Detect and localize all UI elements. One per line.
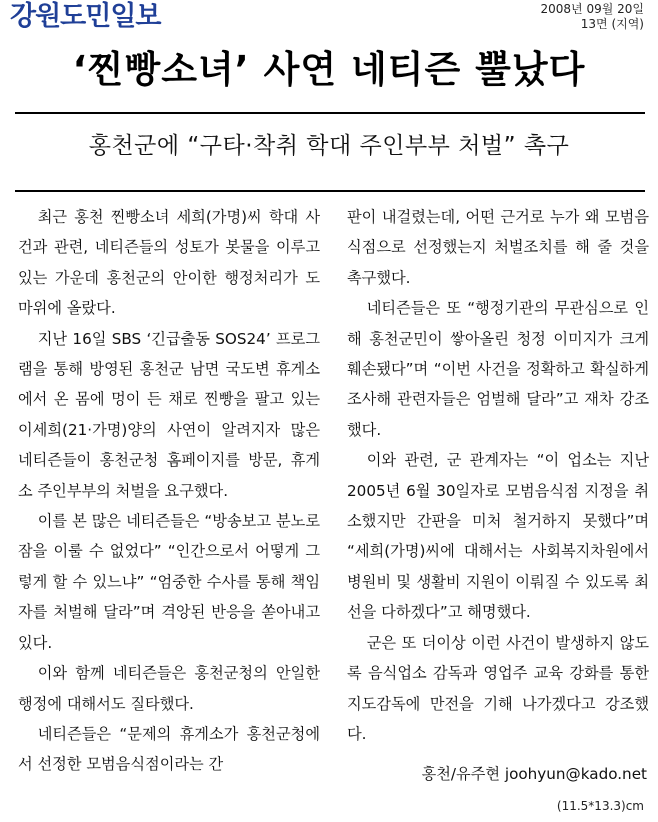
paragraph: 이를 본 많은 네티즌들은 “방송보고 분노로 잠을 이룰 수 없었다” “인간으로서 어떻게 그렇게 할 수 있느냐” “엄중한 수사를 통해 책임자를 처벌해 달라”며 격앙된 반응을 쏟아내고 있다.	[18, 512, 320, 652]
paragraph: 네티즌들은 “문제의 휴게소가 홍천군청에서 선정한 모범음식점이라는 간	[18, 724, 320, 774]
paragraph: 군은 또 더이상 이런 사건이 발생하지 않도록 음식업소 감독과 영업주 교육 강화를 통한 지도감독에 만전을 기해 나가겠다고 강조했다.	[347, 633, 649, 743]
article-column-right	[347, 202, 649, 749]
paragraph: 지난 16일 SBS ‘긴급출동 SOS24’ 프로그램을 통해 방영된 홍천군 남면 국도변 휴게소에서 온 몸에 멍이 든 채로 찐빵을 팔고 있는 이세희(21·가명)양의 사연이 알려지자 많은 네티즌들이 홍천군청 홈페이지를 방문, 휴게소 주인부부의 처벌을 요구했다.	[18, 329, 320, 500]
clipping-size: (11.5*13.3)cm	[556, 799, 644, 813]
divider-bottom	[15, 190, 645, 192]
headline: ‘찐빵소녀’ 사연 네티즌 뿔났다	[72, 48, 586, 91]
masthead	[0, 0, 658, 40]
paragraph: 이와 함께 네티즌들은 홍천군청의 안일한 행정에 대해서도 질타했다.	[18, 664, 320, 713]
paragraph: 네티즌들은 또 “행정기관의 무관심으로 인해 홍천군민이 쌓아올린 청정 이미지가 크게 훼손됐다”며 “이번 사건을 정확하고 확실하게 조사해 관련자들은 엄벌해 달라”고 재차 강조했다.	[347, 299, 649, 439]
divider-top	[15, 112, 645, 114]
byline: 홍천/유주현 joohyun@kado.net	[421, 765, 647, 783]
paragraph-continued: 판이 내걸렸는데, 어떤 근거로 누가 왜 모범음식점으로 선정했는지 처벌조치를 해 줄 것을 촉구했다.	[347, 208, 649, 287]
article-column-left	[18, 202, 320, 780]
subheadline: 홍천군에 “구타·착취 학대 주인부부 처벌” 촉구	[88, 133, 570, 159]
paragraph: 이와 관련, 군 관계자는 “이 업소는 지난 2005년 6월 30일자로 모범음식점 지정을 취소했지만 간판을 미처 철거하지 못했다”며 “세희(가명)씨에 대해서는 사회복지차원에서 병원비 및 생활비 지원이 이뤄질 수 있도록 최선을 다하겠다”고 해명했다.	[347, 451, 649, 622]
publication-date: 2008년 09월 20일	[540, 2, 644, 16]
page-section: 13면 (지역)	[580, 17, 644, 31]
dateline	[541, 2, 644, 32]
paragraph: 최근 홍천 찐빵소녀 세희(가명)씨 학대 사건과 관련, 네티즌들의 성토가 봇물을 이루고 있는 가운데 홍천군의 안이한 행정처리가 도마위에 올랐다.	[18, 208, 320, 318]
newspaper-logo: 강원도민일보	[10, 1, 161, 32]
